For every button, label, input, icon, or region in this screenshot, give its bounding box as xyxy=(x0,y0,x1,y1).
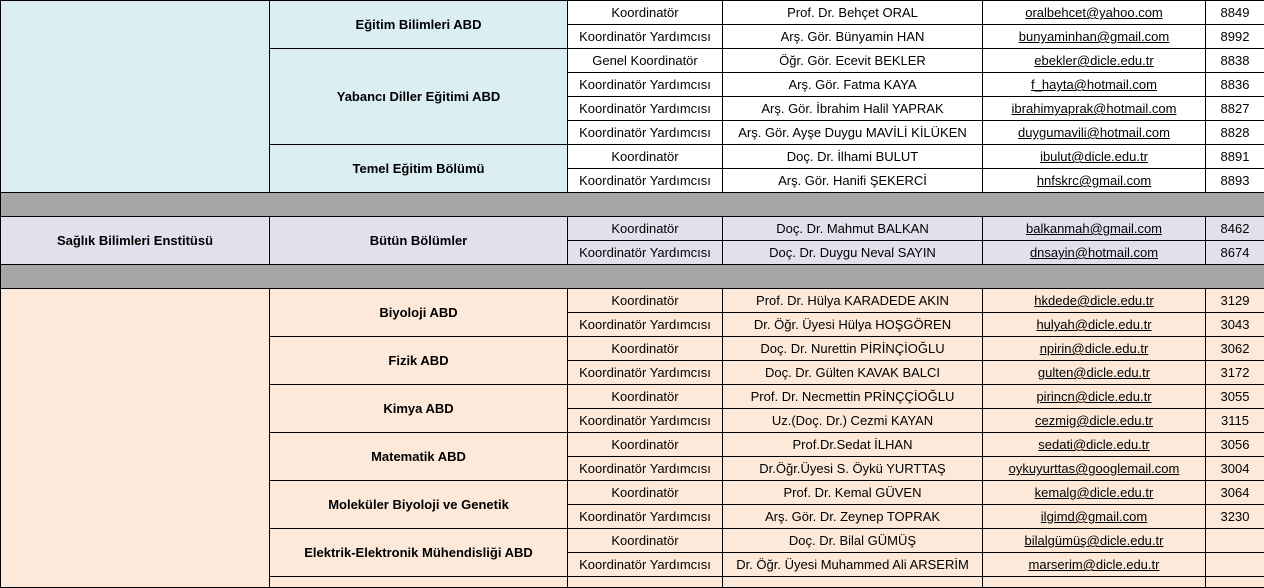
phone-cell: 8674 xyxy=(1206,241,1264,265)
phone-cell: 3230 xyxy=(1206,505,1264,529)
phone-cell: 3062 xyxy=(1206,337,1264,361)
separator-cell xyxy=(1,265,1264,289)
person-cell: Uz.(Doç. Dr.) Cezmi KAYAN xyxy=(723,409,983,433)
role-cell: Koordinatör Yardımcısı xyxy=(568,457,723,481)
section-separator xyxy=(1,193,1264,217)
email-link[interactable]: dnsayin@hotmail.com xyxy=(983,241,1206,265)
phone-cell: 3172 xyxy=(1206,361,1264,385)
role-cell: Koordinatör Yardımcısı xyxy=(568,121,723,145)
role-cell: Koordinatör xyxy=(568,385,723,409)
person-cell: Doç. Dr. İlhami BULUT xyxy=(723,145,983,169)
phone-cell: 8836 xyxy=(1206,73,1264,97)
institute-cell xyxy=(1,1,270,193)
phone-cell xyxy=(1206,553,1264,577)
institute-cell xyxy=(1,289,270,588)
phone-cell: 3056 xyxy=(1206,433,1264,457)
phone-cell: 3115 xyxy=(1206,409,1264,433)
role-cell: Koordinatör xyxy=(568,217,723,241)
email-link[interactable]: oralbehcet@yahoo.com xyxy=(983,1,1206,25)
person-cell: Doç. Dr. Duygu Neval SAYIN xyxy=(723,241,983,265)
phone-cell: 8828 xyxy=(1206,121,1264,145)
phone-cell: 8838 xyxy=(1206,49,1264,73)
phone-cell: 8849 xyxy=(1206,1,1264,25)
person-cell: Doç. Dr. Mahmut BALKAN xyxy=(723,217,983,241)
person-cell: Dr. Öğr. Üyesi Muhammed Ali ARSERİM xyxy=(723,553,983,577)
table-row xyxy=(1,289,1264,313)
phone-cell: 3129 xyxy=(1206,289,1264,313)
person-cell: Arş. Gör. Bünyamin HAN xyxy=(723,25,983,49)
department-cell: Moleküler Biyoloji ve Genetik xyxy=(270,481,568,529)
email-link[interactable]: bilalgümüş@dicle.edu.tr xyxy=(983,529,1206,553)
person-cell: Öğr. Gör. Ecevit BEKLER xyxy=(723,49,983,73)
person-cell: Prof. Dr. Hülya KARADEDE AKIN xyxy=(723,289,983,313)
role-cell: Koordinatör Yardımcısı xyxy=(568,553,723,577)
role-cell: Koordinatör Yardımcısı xyxy=(568,169,723,193)
person-cell: Prof. Dr. Behçet ORAL xyxy=(723,1,983,25)
person-cell: Dr. Öğr. Üyesi Hülya HOŞGÖREN xyxy=(723,313,983,337)
department-cell: Biyoloji ABD xyxy=(270,289,568,337)
phone-cell: 3043 xyxy=(1206,313,1264,337)
role-cell: Koordinatör Yardımcısı xyxy=(568,313,723,337)
person-cell: Prof. Dr. Necmettin PRİNÇÇİOĞLU xyxy=(723,385,983,409)
email-link[interactable]: kemalg@dicle.edu.tr xyxy=(983,481,1206,505)
email-link[interactable]: hnfskrc@gmail.com xyxy=(983,169,1206,193)
email-link[interactable]: ibulut@dicle.edu.tr xyxy=(983,145,1206,169)
email-link[interactable]: bunyaminhan@gmail.com xyxy=(983,25,1206,49)
role-cell: Koordinatör xyxy=(568,337,723,361)
role-cell: Koordinatör Yardımcısı xyxy=(568,97,723,121)
email-link[interactable]: hkdede@dicle.edu.tr xyxy=(983,289,1206,313)
phone-cell xyxy=(1206,529,1264,553)
role-cell: Koordinatör Yardımcısı xyxy=(568,409,723,433)
phone-cell: 8992 xyxy=(1206,25,1264,49)
person-cell: Dr.Öğr.Üyesi S. Öykü YURTTAŞ xyxy=(723,457,983,481)
role-cell: Koordinatör xyxy=(568,1,723,25)
role-cell: Koordinatör Yardımcısı xyxy=(568,241,723,265)
phone-cell: 8893 xyxy=(1206,169,1264,193)
email-link[interactable]: ebekler@dicle.edu.tr xyxy=(983,49,1206,73)
role-cell: Koordinatör xyxy=(568,289,723,313)
section-separator xyxy=(1,265,1264,289)
email-link[interactable]: f_hayta@hotmail.com xyxy=(983,73,1206,97)
person-cell: Doç. Dr. Nurettin PİRİNÇİOĞLU xyxy=(723,337,983,361)
phone-cell: 8462 xyxy=(1206,217,1264,241)
person-cell: Prof.Dr.Sedat İLHAN xyxy=(723,433,983,457)
person-cell: Prof. Dr. Kemal GÜVEN xyxy=(723,481,983,505)
role-cell: Koordinatör Yardımcısı xyxy=(568,361,723,385)
department-cell: Elektrik-Elektronik Mühendisliği ABD xyxy=(270,529,568,577)
email-link[interactable]: duygumavili@hotmail.com xyxy=(983,121,1206,145)
phone-cell: 8891 xyxy=(1206,145,1264,169)
table-row xyxy=(1,1,1264,25)
table-row xyxy=(1,217,1264,241)
person-cell: Doç. Dr. Bilal GÜMÜŞ xyxy=(723,529,983,553)
email-link[interactable]: oykuyurttas@googlemail.com xyxy=(983,457,1206,481)
department-cell: Yabancı Diller Eğitimi ABD xyxy=(270,49,568,145)
email-link[interactable]: hulyah@dicle.edu.tr xyxy=(983,313,1206,337)
phone-cell: 3055 xyxy=(1206,385,1264,409)
person-cell: Arş. Gör. Ayşe Duygu MAVİLİ KİLÜKEN xyxy=(723,121,983,145)
email-link[interactable]: ibrahimyaprak@hotmail.com xyxy=(983,97,1206,121)
email-link[interactable]: gulten@dicle.edu.tr xyxy=(983,361,1206,385)
role-cell: Koordinatör xyxy=(568,529,723,553)
institute-cell: Sağlık Bilimleri Enstitüsü xyxy=(1,217,270,265)
department-cell: Eğitim Bilimleri ABD xyxy=(270,1,568,49)
person-cell: Arş. Gör. Fatma KAYA xyxy=(723,73,983,97)
department-cell: Fizik ABD xyxy=(270,337,568,385)
phone-cell: 3064 xyxy=(1206,481,1264,505)
email-link[interactable]: cezmig@dicle.edu.tr xyxy=(983,409,1206,433)
person-cell: Doç. Dr. Gülten KAVAK BALCI xyxy=(723,361,983,385)
department-cell: Kimya ABD xyxy=(270,385,568,433)
role-cell: Koordinatör Yardımcısı xyxy=(568,73,723,97)
email-link[interactable]: balkanmah@gmail.com xyxy=(983,217,1206,241)
role-cell: Koordinatör xyxy=(568,481,723,505)
department-cell: Bütün Bölümler xyxy=(270,217,568,265)
department-cell: Matematik ABD xyxy=(270,433,568,481)
role-cell: Koordinatör Yardımcısı xyxy=(568,505,723,529)
separator-cell xyxy=(1,193,1264,217)
email-link[interactable]: ilgimd@gmail.com xyxy=(983,505,1206,529)
role-cell: Koordinatör xyxy=(568,433,723,457)
email-link[interactable]: pirincn@dicle.edu.tr xyxy=(983,385,1206,409)
department-cell: Temel Eğitim Bölümü xyxy=(270,145,568,193)
role-cell: Genel Koordinatör xyxy=(568,49,723,73)
email-link[interactable]: sedati@dicle.edu.tr xyxy=(983,433,1206,457)
person-cell: Arş. Gör. Hanifi ŞEKERCİ xyxy=(723,169,983,193)
person-cell: Arş. Gör. Dr. Zeynep TOPRAK xyxy=(723,505,983,529)
email-link[interactable]: marserim@dicle.edu.tr xyxy=(983,553,1206,577)
phone-cell: 3004 xyxy=(1206,457,1264,481)
role-cell: Koordinatör xyxy=(568,145,723,169)
phone-cell: 8827 xyxy=(1206,97,1264,121)
role-cell: Koordinatör Yardımcısı xyxy=(568,25,723,49)
email-link[interactable]: npirin@dicle.edu.tr xyxy=(983,337,1206,361)
person-cell: Arş. Gör. İbrahim Halil YAPRAK xyxy=(723,97,983,121)
